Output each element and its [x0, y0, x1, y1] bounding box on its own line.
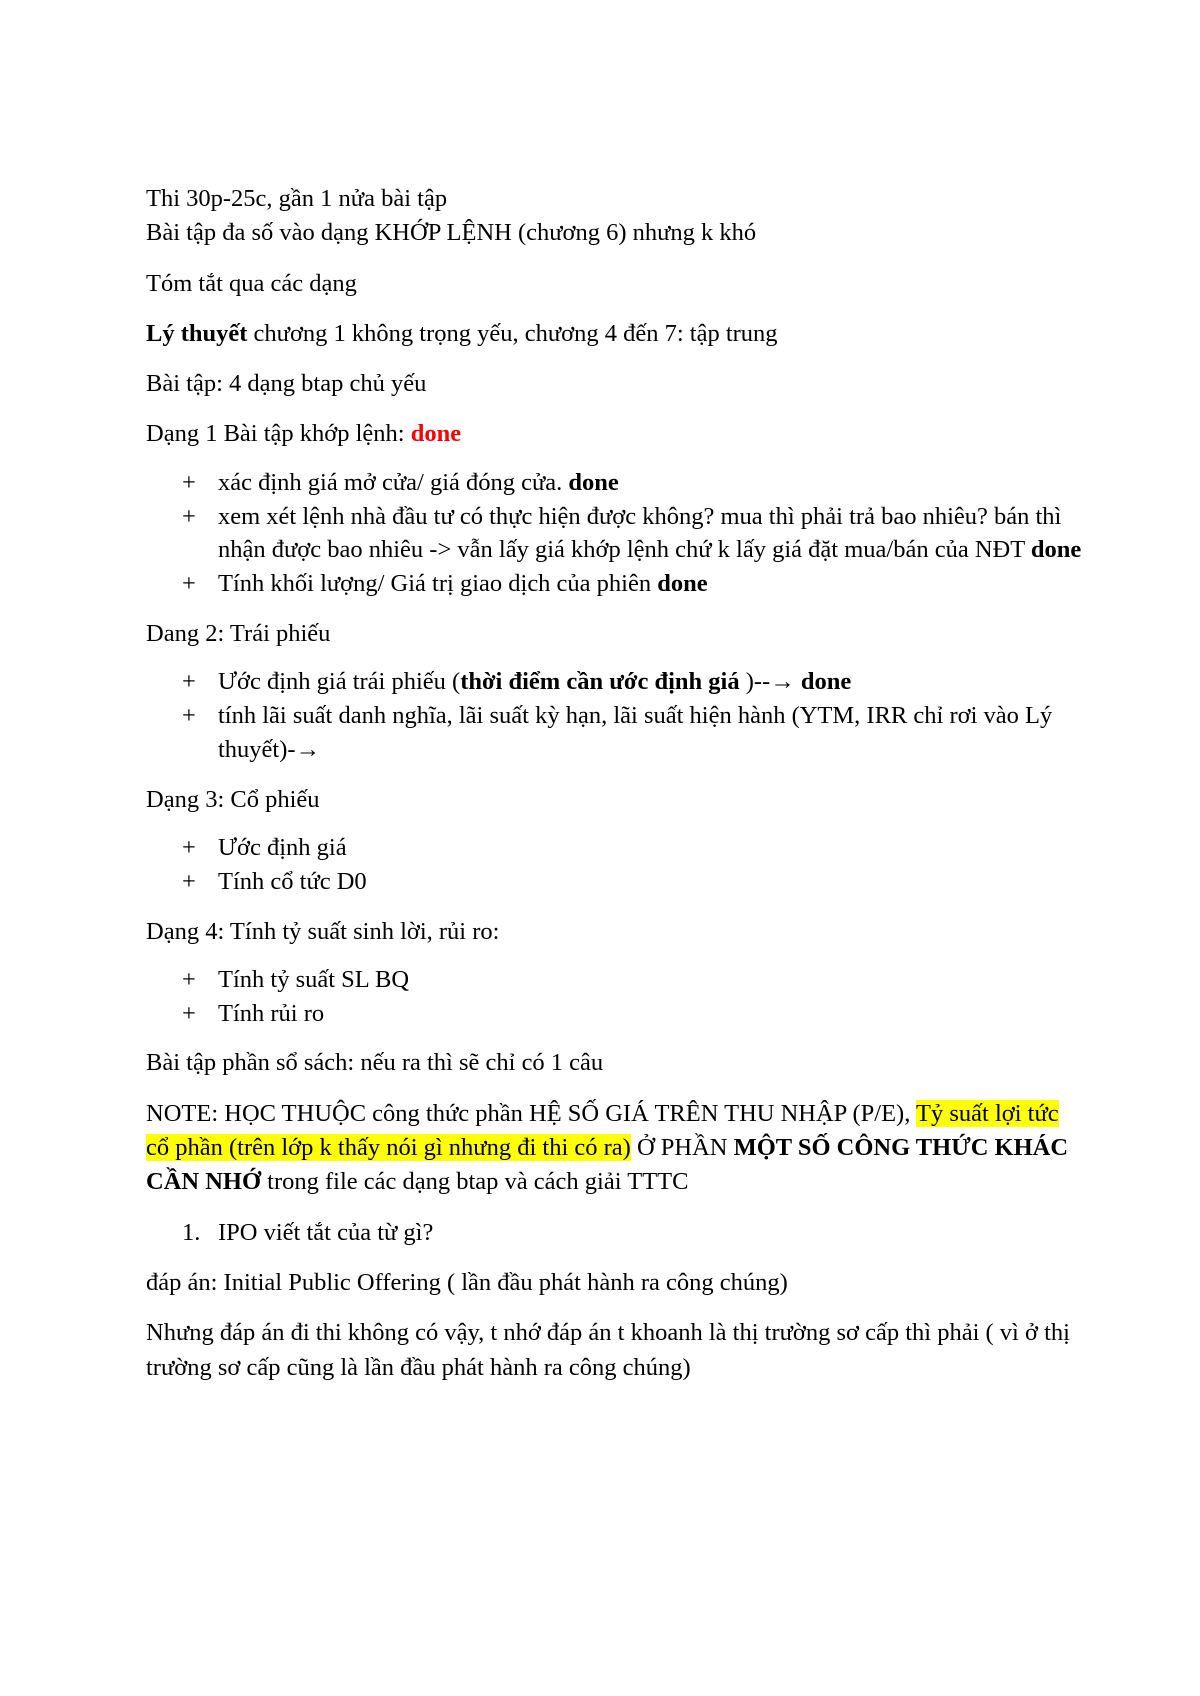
list-item: + Tính khối lượng/ Giá trị giao dịch của phiên done	[146, 567, 1086, 601]
list-item: + tính lãi suất danh nghĩa, lãi suất kỳ hạn, lãi suất hiện hành (YTM, IRR chỉ rơi vào Lý thuyết)-→	[146, 699, 1086, 767]
plus-bullet: +	[182, 468, 196, 496]
list-item: + Tính cổ tức D0	[146, 865, 1086, 899]
plus-bullet: +	[182, 502, 196, 530]
books-line: Bài tập phần sổ sách: nếu ra thì sẽ chỉ có 1 câu	[146, 1049, 604, 1077]
comment-paragraph: Nhưng đáp án đi thi không có vậy, t nhớ đáp án t khoanh là thị trường sơ cấp thì phải ( vì ở thị trường sơ cấp cũng là lần đầu phát hành ra công chúng)	[146, 1319, 1070, 1381]
type2-heading: Dang 2: Trái phiếu	[146, 619, 331, 647]
plus-bullet: +	[182, 570, 196, 598]
question-number: 1.	[182, 1218, 201, 1246]
answer-line: đáp án: Initial Public Offering ( lần đầu phát hành ra công chúng)	[146, 1268, 788, 1296]
note-paragraph: NOTE: HỌC THUỘC công thức phần HỆ SỐ GIÁ TRÊN THU NHẬP (P/E), Tỷ suất lợi tức cổ phần (trên lớp k thấy nói gì nhưng đi thi có ra) Ở PHẦN MỘT SỐ CÔNG THỨC KHÁC CẦN NHỚ trong file các dạng btap và cách giải TTTC	[146, 1099, 1069, 1196]
summary-heading: Tóm tắt qua các dạng	[146, 269, 357, 297]
type4-list	[146, 963, 1086, 1031]
list-item: + xác định giá mở cửa/ giá đóng cửa. done	[146, 466, 1086, 500]
exercises-line: Bài tập: 4 dạng btap chủ yếu	[146, 370, 427, 398]
list-item: + Tính tỷ suất SL BQ	[146, 963, 1086, 997]
exam-info-line: Thi 30p-25c, gần 1 nửa bài tập	[146, 185, 448, 212]
arrow-icon: →	[295, 735, 321, 763]
list-item: + Ước định giá	[146, 831, 1086, 865]
plus-bullet: +	[182, 999, 196, 1027]
plus-bullet: +	[182, 965, 196, 993]
type2-list	[146, 665, 1086, 766]
theory-text: chương 1 không trọng yếu, chương 4 đến 7: tập trung	[247, 319, 778, 347]
list-item: + Ước định giá trái phiếu (thời điểm cần ước định giá )--→ done	[146, 665, 1086, 699]
plus-bullet: +	[182, 668, 196, 696]
type3-list	[146, 831, 1086, 899]
type1-heading	[146, 417, 1086, 451]
type1-list	[146, 466, 1086, 601]
type1-title: Dạng 1 Bài tập khớp lệnh:	[146, 420, 411, 448]
type4-heading: Dạng 4: Tính tỷ suất sinh lời, rủi ro:	[146, 917, 500, 945]
plus-bullet: +	[182, 702, 196, 730]
type3-heading: Dạng 3: Cổ phiếu	[146, 785, 320, 813]
plus-bullet: +	[182, 867, 196, 895]
type1-status: done	[410, 420, 462, 448]
arrow-icon: →	[770, 668, 795, 696]
theory-label: Lý thuyết	[146, 319, 248, 347]
plus-bullet: +	[182, 833, 196, 861]
list-item: + xem xét lệnh nhà đầu tư có thực hiện được không? mua thì phải trả bao nhiêu? bán thì nhận được bao nhiêu -> vẫn lấy giá khớp lệnh chứ k lấy giá đặt mua/bán của NĐT done	[146, 500, 1086, 568]
list-item: + Tính rủi ro	[146, 997, 1086, 1031]
question-item: 1. IPO viết tắt của từ gì?	[146, 1216, 1086, 1250]
question-list	[146, 1216, 1086, 1250]
theory-line	[146, 317, 1086, 351]
document-page	[146, 182, 1086, 1385]
exercise-info-line: Bài tập đa số vào dạng KHỚP LỆNH (chương 6) nhưng k khó	[146, 219, 757, 247]
highlighted-text: Tỷ suất lợi tức cổ phần (trên lớp k thấy nói gì nhưng đi thi có ra)	[146, 1099, 1059, 1162]
